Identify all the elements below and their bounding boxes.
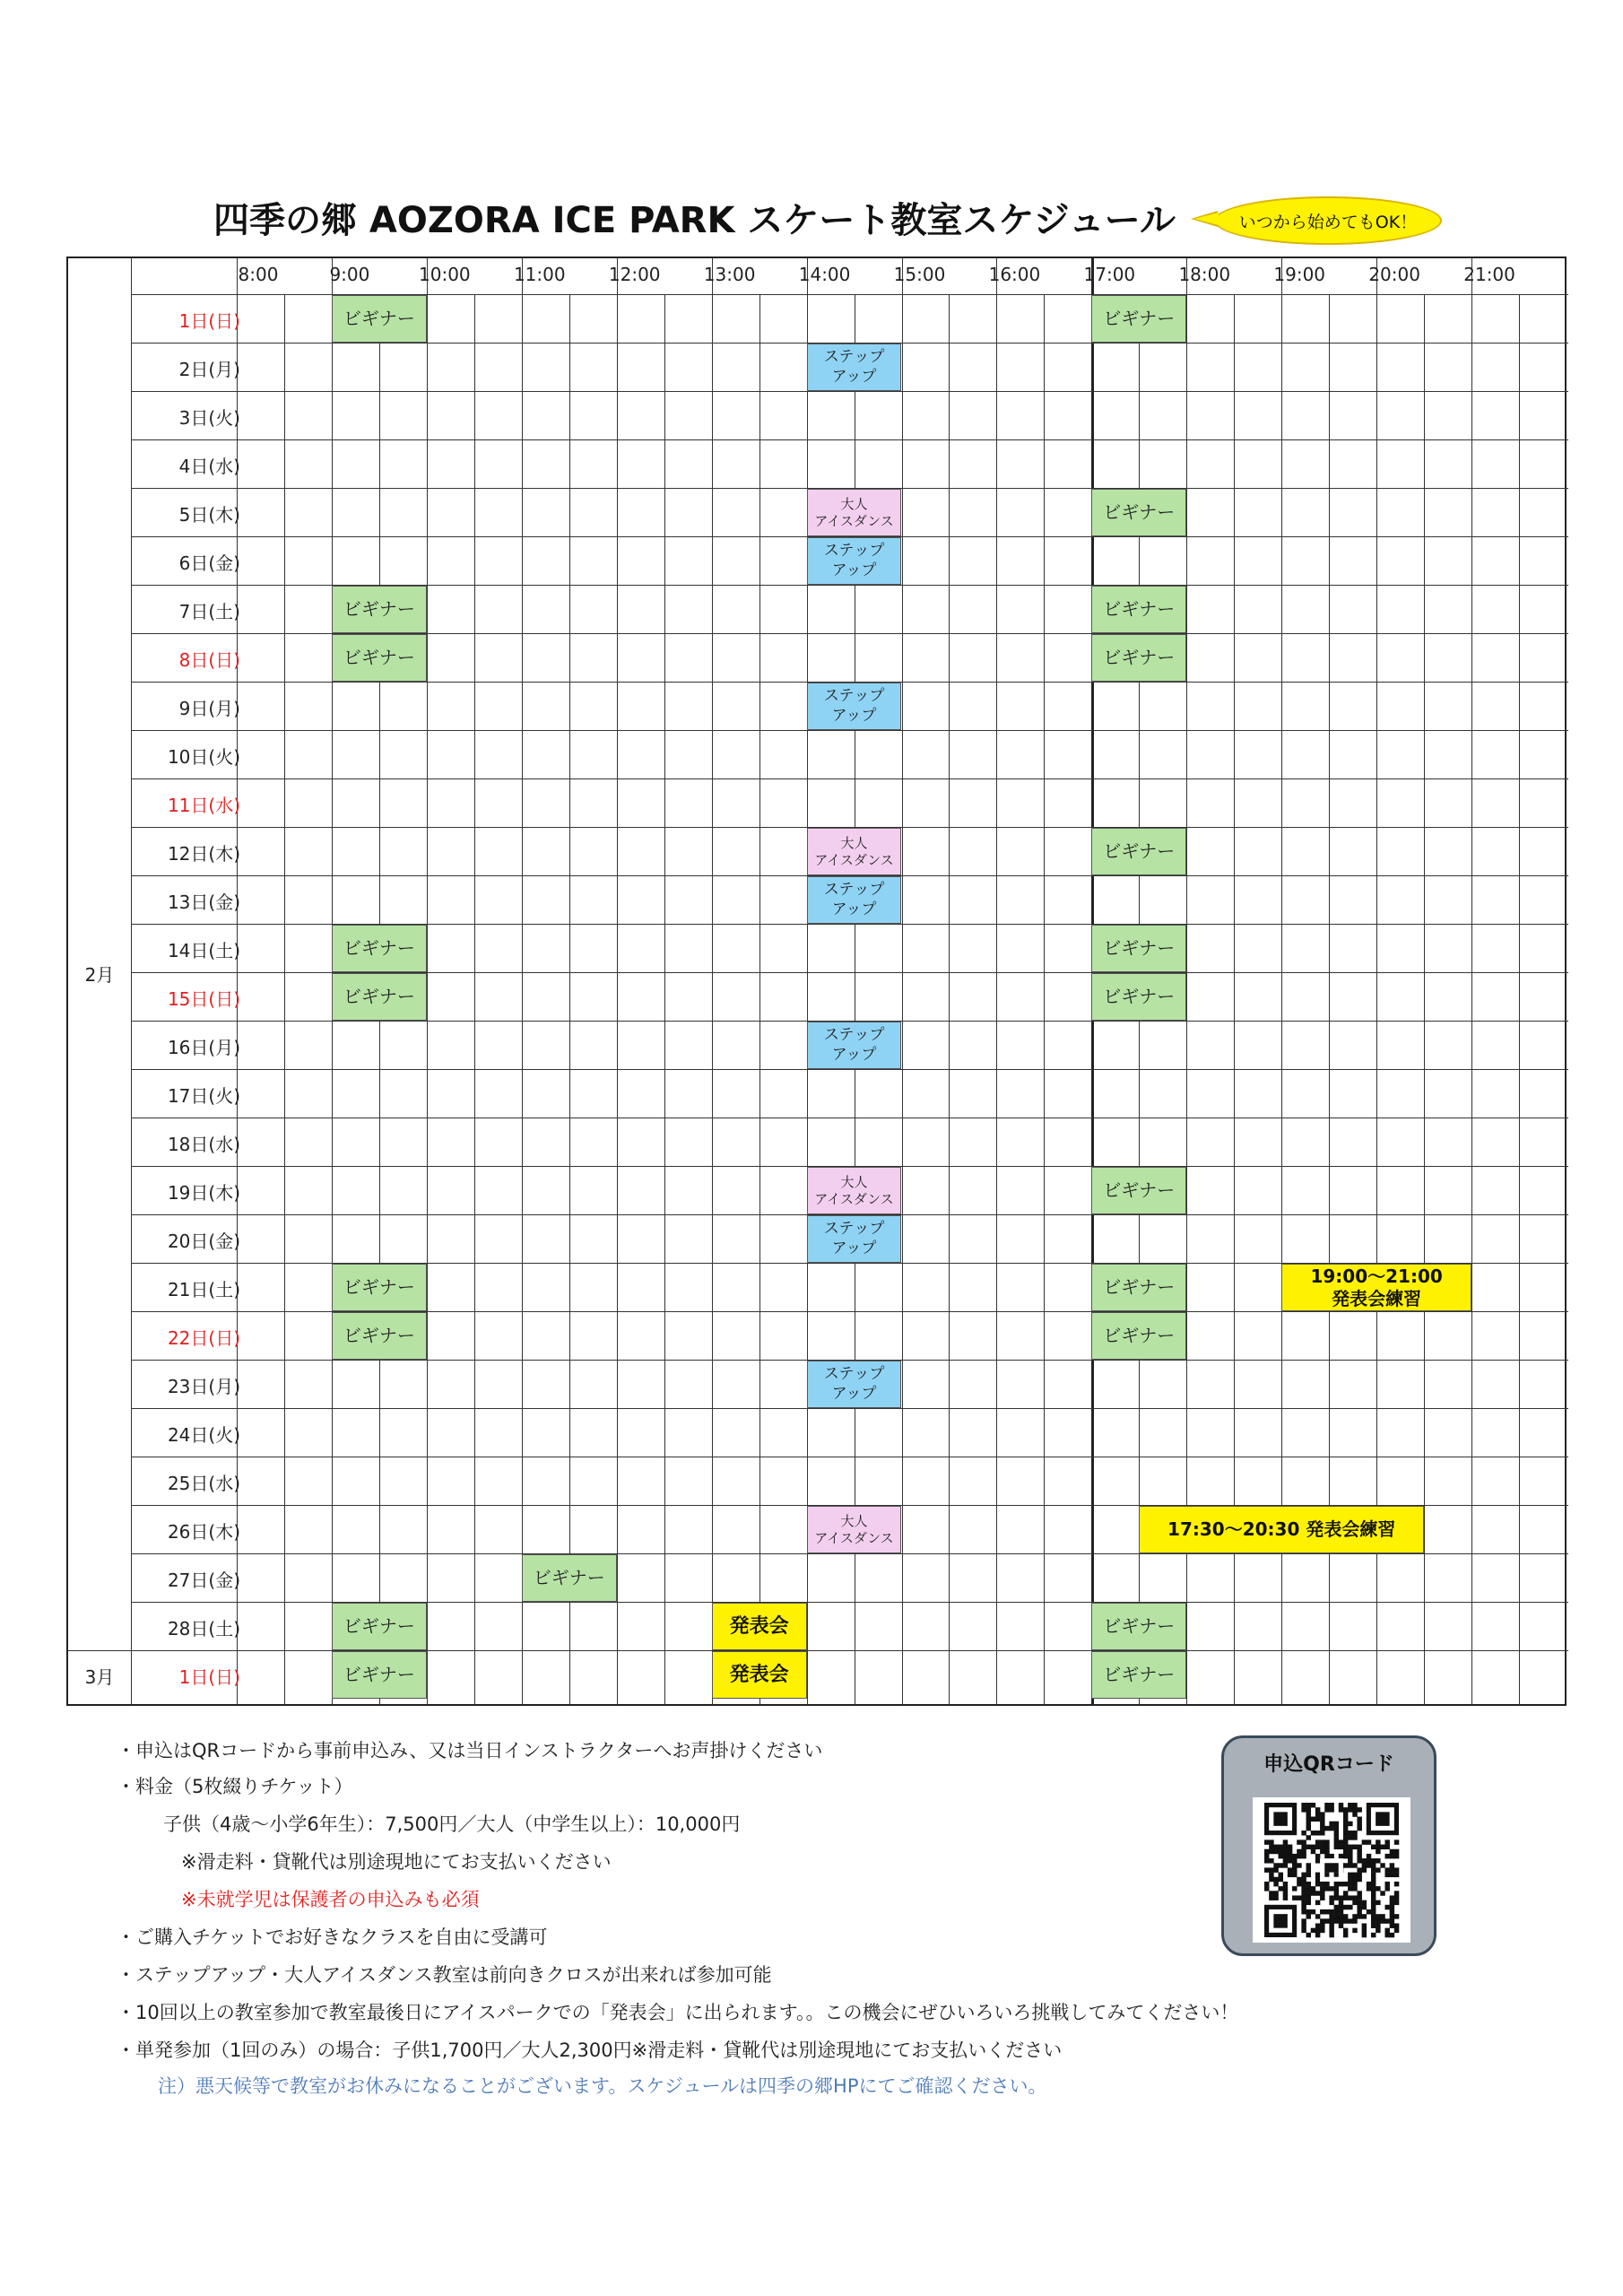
hour-label: 21:00 bbox=[1463, 264, 1515, 285]
stepup-label-line: アップ bbox=[831, 367, 877, 386]
row-divider bbox=[131, 778, 1568, 779]
day-label: 18日(水) bbox=[167, 1134, 240, 1155]
beginner-class-block[interactable] bbox=[1091, 586, 1186, 633]
beginner-class-block[interactable] bbox=[332, 973, 427, 1021]
day-label: 9日(月) bbox=[178, 698, 240, 719]
beginner-class-block[interactable] bbox=[332, 1264, 427, 1311]
beginner-class-block[interactable] bbox=[1091, 634, 1186, 682]
day-label: 11日(水) bbox=[167, 795, 240, 816]
day-label: 4日(水) bbox=[178, 456, 240, 477]
time-slot-divider bbox=[1281, 258, 1282, 1704]
beginner-label: ビギナー bbox=[533, 1567, 605, 1588]
note-line: ※滑走料・貸靴代は別途現地にてお支払いください bbox=[181, 1851, 612, 1873]
hour-label: 14:00 bbox=[798, 264, 851, 285]
month-column-divider bbox=[131, 258, 132, 1704]
time-slot-divider bbox=[569, 294, 570, 1704]
start-anytime-badge: いつから始めてもOK！ bbox=[1214, 196, 1442, 245]
day-label: 7日(土) bbox=[178, 601, 240, 622]
stepup-label-line: アップ bbox=[831, 706, 877, 725]
time-slot-divider bbox=[712, 258, 713, 1704]
beginner-label: ビギナー bbox=[1103, 308, 1176, 329]
stepup-label-line: アップ bbox=[831, 1045, 877, 1064]
time-slot-divider bbox=[1424, 294, 1425, 1704]
stepup-class-block[interactable] bbox=[807, 1361, 902, 1408]
time-slot-divider bbox=[1519, 294, 1520, 1704]
time-slot-divider bbox=[284, 294, 285, 1704]
stepup-class-block[interactable] bbox=[807, 1215, 902, 1263]
day-label: 24日(火) bbox=[167, 1424, 240, 1446]
beginner-class-block[interactable] bbox=[1091, 1651, 1186, 1699]
time-slot-divider bbox=[949, 294, 950, 1704]
row-divider bbox=[131, 1408, 1568, 1409]
practice_21-class-block[interactable] bbox=[1281, 1264, 1471, 1311]
day-label: 23日(月) bbox=[167, 1376, 240, 1397]
time-slot-divider bbox=[1186, 258, 1187, 1704]
time-slot-divider bbox=[807, 258, 808, 1704]
hour-label: 20:00 bbox=[1368, 264, 1420, 285]
day-label: 1日(日) bbox=[178, 310, 240, 332]
day-label: 26日(木) bbox=[167, 1521, 240, 1543]
stepup-label-line: ステップ bbox=[823, 687, 885, 706]
time-slot-divider bbox=[759, 294, 760, 1704]
hour-label: 8:00 bbox=[238, 264, 279, 285]
beginner-class-block[interactable] bbox=[1091, 1603, 1186, 1650]
day-label: 14日(土) bbox=[167, 940, 240, 961]
stepup-label-line: ステップ bbox=[823, 881, 885, 900]
practice_21-label-line: 19:00～21:00 bbox=[1310, 1265, 1443, 1287]
day-label: 6日(金) bbox=[178, 552, 240, 574]
hour-label: 17:00 bbox=[1083, 264, 1136, 285]
page-title: 四季の郷 AOZORA ICE PARK スケート教室スケジュール bbox=[213, 200, 1176, 241]
note-line: ・単発参加（1回のみ）の場合：子供1,700円／大人2,300円※滑走料・貸靴代は別途現地にてお支払いください bbox=[117, 2039, 1063, 2061]
day-label: 13日(金) bbox=[167, 891, 240, 913]
beginner-class-block[interactable] bbox=[332, 295, 427, 343]
practice_21-label-line: 発表会練習 bbox=[1332, 1287, 1422, 1309]
time-slot-divider bbox=[1044, 294, 1045, 1704]
day-label: 27日(金) bbox=[167, 1570, 240, 1591]
icedance-label-line: 大人 bbox=[840, 834, 868, 851]
icedance-class-block[interactable] bbox=[807, 1506, 902, 1553]
beginner-label: ビギナー bbox=[1103, 1664, 1176, 1685]
beginner-label: ビギナー bbox=[1103, 1179, 1176, 1201]
icedance-label-line: アイスダンス bbox=[814, 1190, 894, 1207]
beginner-class-block[interactable] bbox=[1091, 1312, 1186, 1360]
beginner-class-block[interactable] bbox=[1091, 1167, 1186, 1214]
stepup-label-line: ステップ bbox=[823, 1220, 885, 1239]
note-line: ・ご購入チケットでお好きなクラスを自由に受講可 bbox=[117, 1926, 548, 1948]
beginner-label: ビギナー bbox=[1103, 1325, 1176, 1346]
qr-label: 申込QRコード bbox=[1263, 1753, 1394, 1776]
stepup-label-line: ステップ bbox=[823, 1026, 885, 1045]
stepup-label-line: ステップ bbox=[823, 542, 885, 561]
day-label: 1日(日) bbox=[178, 1666, 240, 1688]
beginner-class-block[interactable] bbox=[1091, 828, 1186, 875]
recital-class-block[interactable] bbox=[712, 1651, 807, 1699]
beginner-label: ビギナー bbox=[343, 1664, 415, 1685]
row-divider bbox=[131, 730, 1568, 731]
day-label: 16日(月) bbox=[167, 1037, 240, 1058]
beginner-label: ビギナー bbox=[343, 1615, 415, 1637]
row-divider bbox=[131, 391, 1568, 392]
beginner-label: ビギナー bbox=[1103, 647, 1176, 668]
hour-label: 19:00 bbox=[1273, 264, 1326, 285]
note-line: ※未就学児は保護者の申込みも必須 bbox=[181, 1889, 480, 1910]
day-label: 3日(火) bbox=[178, 407, 240, 429]
time-slot-divider bbox=[1329, 294, 1330, 1704]
beginner-label: ビギナー bbox=[343, 986, 415, 1007]
stepup-class-block[interactable] bbox=[807, 876, 902, 924]
month-label-feb: 2月 bbox=[84, 964, 115, 986]
day-label: 21日(土) bbox=[167, 1279, 240, 1300]
beginner-label: ビギナー bbox=[343, 598, 415, 620]
hour-label: 12:00 bbox=[608, 264, 661, 285]
time-slot-divider bbox=[996, 258, 997, 1704]
icedance-label-line: アイスダンス bbox=[814, 512, 894, 529]
hour-label: 13:00 bbox=[703, 264, 756, 285]
icedance-class-block[interactable] bbox=[807, 828, 902, 875]
schedule-grid bbox=[66, 257, 1567, 1706]
note-line: ・ステップアップ・大人アイスダンス教室は前向きクロスが出来れば参加可能 bbox=[117, 1964, 772, 1986]
day-label: 12日(木) bbox=[167, 843, 240, 865]
hour-label: 16:00 bbox=[988, 264, 1041, 285]
time-slot-divider bbox=[474, 294, 475, 1704]
stepup-label-line: ステップ bbox=[823, 1365, 885, 1384]
beginner-class-block[interactable] bbox=[332, 586, 427, 633]
beginner-class-block[interactable] bbox=[1091, 1264, 1186, 1311]
beginner-class-block[interactable] bbox=[1091, 925, 1186, 972]
day-label: 17日(火) bbox=[167, 1085, 240, 1107]
beginner-label: ビギナー bbox=[1103, 840, 1176, 862]
qr-panel bbox=[1221, 1735, 1436, 1956]
icedance-class-block[interactable] bbox=[807, 489, 902, 536]
time-slot-divider bbox=[427, 258, 428, 1704]
stepup-label-line: アップ bbox=[831, 900, 877, 918]
beginner-label: ビギナー bbox=[1103, 1276, 1176, 1298]
recital-label: 発表会 bbox=[729, 1663, 789, 1686]
time-slot-divider bbox=[617, 258, 618, 1704]
note-line: ・10回以上の教室参加で教室最後日にアイスパークでの「発表会」に出られます。。この機会にぜひいろいろ挑戦してみてください！ bbox=[117, 2002, 1239, 2023]
hour-label: 11:00 bbox=[513, 264, 566, 285]
hour-label: 18:00 bbox=[1178, 264, 1231, 285]
time-slot-divider bbox=[1376, 258, 1377, 1704]
qr-code-icon[interactable] bbox=[1253, 1797, 1410, 1943]
day-label: 25日(水) bbox=[167, 1473, 240, 1494]
hour-label: 9:00 bbox=[329, 264, 370, 285]
stepup-label-line: アップ bbox=[831, 1239, 877, 1257]
beginner-label: ビギナー bbox=[1103, 598, 1176, 620]
beginner-label: ビギナー bbox=[343, 647, 415, 668]
recital-label: 発表会 bbox=[729, 1614, 789, 1638]
beginner-class-block[interactable] bbox=[332, 1312, 427, 1360]
stepup-label-line: アップ bbox=[831, 1384, 877, 1403]
icedance-label-line: 大人 bbox=[840, 1512, 868, 1529]
note-line: ・申込はQRコードから事前申込み、又は当日インストラクターへお声掛けください bbox=[117, 1740, 823, 1761]
beginner-label: ビギナー bbox=[343, 937, 415, 959]
note-line: 子供（4歳～小学6年生）：7,500円／大人（中学生以上）：10,000円 bbox=[163, 1813, 741, 1835]
beginner-class-block[interactable] bbox=[522, 1554, 617, 1602]
beginner-label: ビギナー bbox=[1103, 1615, 1176, 1637]
beginner-label: ビギナー bbox=[343, 1276, 415, 1298]
beginner-label: ビギナー bbox=[1103, 937, 1176, 959]
stepup-label-line: ステップ bbox=[823, 348, 885, 367]
day-label: 20日(金) bbox=[167, 1231, 240, 1252]
row-divider bbox=[131, 1553, 1568, 1554]
recital-class-block[interactable] bbox=[712, 1603, 807, 1650]
beginner-class-block[interactable] bbox=[332, 1603, 427, 1650]
row-divider bbox=[68, 1650, 1568, 1651]
row-divider bbox=[131, 1069, 1568, 1070]
hour-label: 10:00 bbox=[419, 264, 471, 285]
stepup-label-line: アップ bbox=[831, 561, 877, 579]
stepup-class-block[interactable] bbox=[807, 344, 902, 391]
icedance-label-line: アイスダンス bbox=[814, 1529, 894, 1546]
icedance-label-line: アイスダンス bbox=[814, 851, 894, 868]
day-label: 28日(土) bbox=[167, 1618, 240, 1639]
beginner-class-block[interactable] bbox=[332, 925, 427, 972]
time-slot-divider bbox=[902, 258, 903, 1704]
stepup-class-block[interactable] bbox=[807, 683, 902, 730]
day-label: 5日(木) bbox=[178, 504, 240, 526]
beginner-class-block[interactable] bbox=[1091, 295, 1186, 343]
time-slot-divider bbox=[522, 258, 523, 1704]
icedance-label-line: 大人 bbox=[840, 495, 868, 512]
beginner-label: ビギナー bbox=[343, 308, 415, 329]
beginner-class-block[interactable] bbox=[1091, 973, 1186, 1021]
month-label-mar: 3月 bbox=[84, 1666, 115, 1688]
qr-code-area bbox=[1253, 1797, 1410, 1943]
time-slot-divider bbox=[1234, 294, 1235, 1704]
stepup-class-block[interactable] bbox=[807, 537, 902, 585]
note-line: ・料金（5枚綴りチケット） bbox=[117, 1776, 353, 1797]
day-label: 19日(木) bbox=[167, 1182, 240, 1204]
icedance-label-line: 大人 bbox=[840, 1173, 868, 1190]
note-line: 注）悪天候等で教室がお休みになることがございます。スケジュールは四季の郷HPにてご確認ください。 bbox=[158, 2075, 1047, 2097]
stepup-class-block[interactable] bbox=[807, 1022, 902, 1069]
day-label: 8日(日) bbox=[178, 649, 240, 671]
beginner-label: ビギナー bbox=[1103, 501, 1176, 523]
practice_26-label: 17:30～20:30 発表会練習 bbox=[1167, 1518, 1396, 1540]
day-label: 10日(火) bbox=[167, 746, 240, 768]
icedance-class-block[interactable] bbox=[807, 1167, 902, 1214]
day-label: 15日(日) bbox=[167, 988, 240, 1010]
beginner-class-block[interactable] bbox=[1091, 489, 1186, 536]
time-slot-divider bbox=[1471, 258, 1472, 1704]
practice_26-class-block[interactable] bbox=[1139, 1506, 1424, 1553]
hour-label: 15:00 bbox=[893, 264, 946, 285]
day-label: 22日(日) bbox=[167, 1327, 240, 1349]
time-slot-divider bbox=[664, 294, 665, 1704]
beginner-label: ビギナー bbox=[343, 1325, 415, 1346]
day-label: 2日(月) bbox=[178, 359, 240, 380]
beginner-class-block[interactable] bbox=[332, 1651, 427, 1699]
beginner-class-block[interactable] bbox=[332, 634, 427, 682]
beginner-label: ビギナー bbox=[1103, 986, 1176, 1007]
row-divider bbox=[131, 439, 1568, 440]
